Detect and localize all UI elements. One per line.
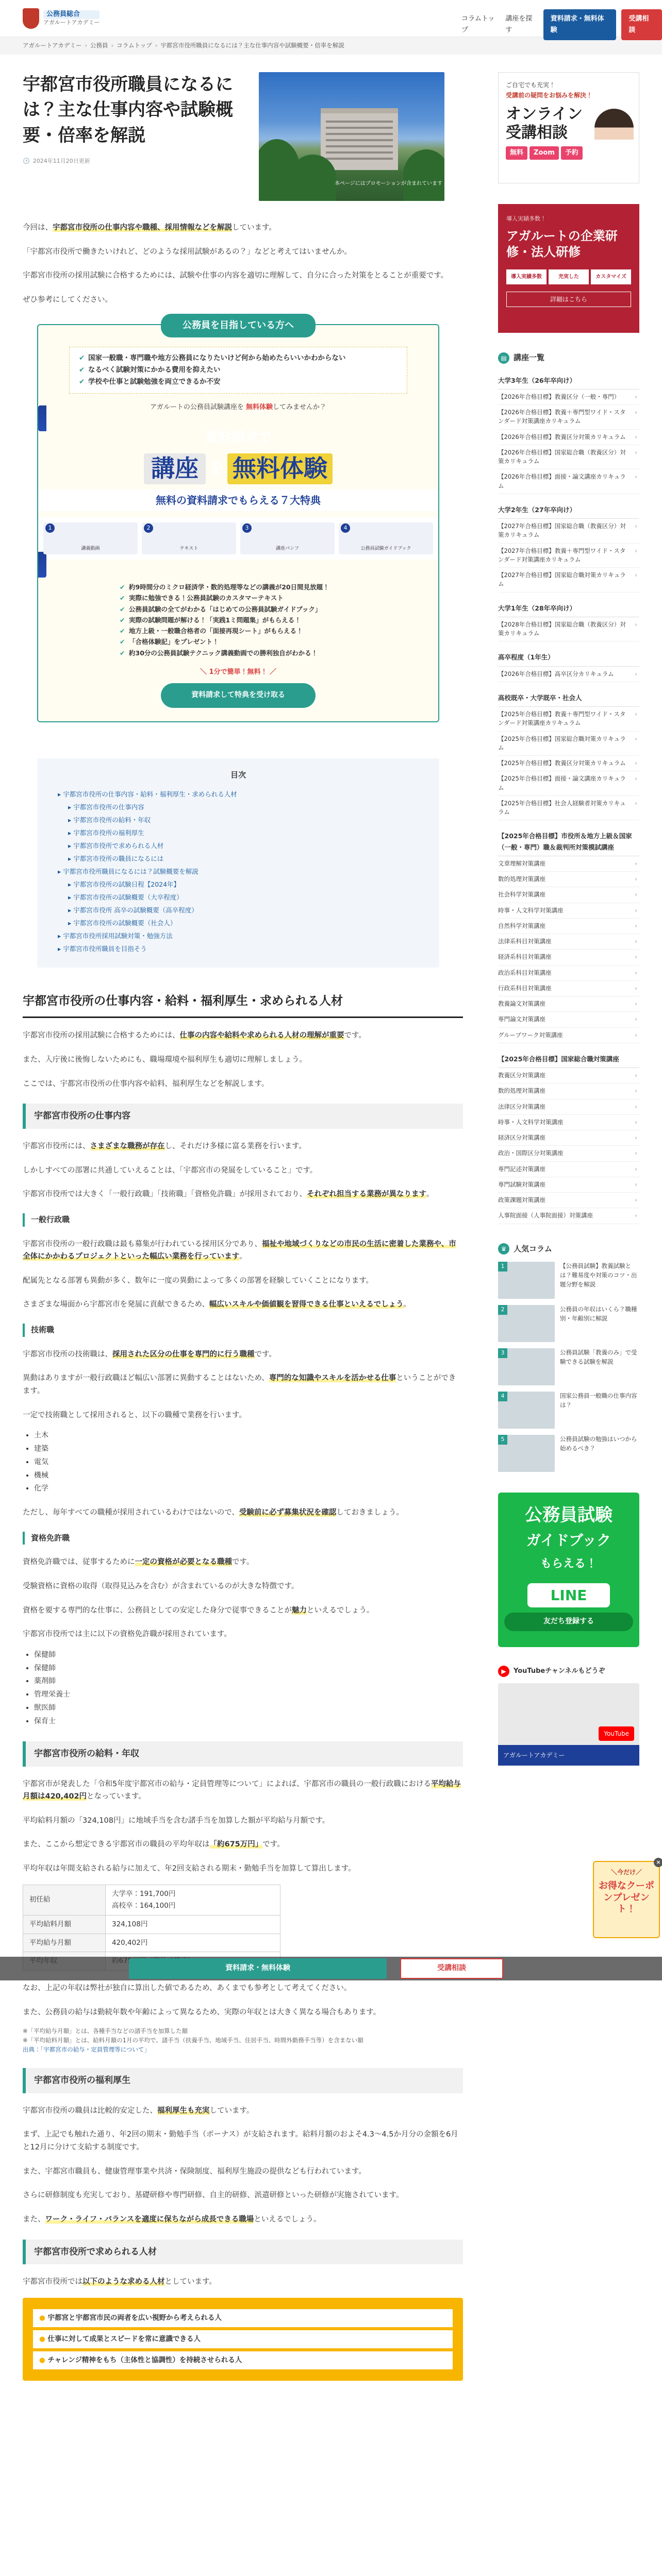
body-paragraph: さらに研修制度も充実しており、基礎研修や専門研修、自主的研修、派遣研修といった研修が実施されています。 (23, 2191, 404, 2200)
toc-item[interactable]: ▸ 宇都宮市役所の給料・年収 (58, 814, 419, 826)
list-item: • 機械 (34, 1470, 463, 1482)
toc-item[interactable]: ▸ 宇都宮市役所職員を目指そう (58, 942, 419, 955)
body-paragraph: 平均年収は年間支給される給与に加えて、年2回支給される期末・勤勉手当を加算して算出します。 (23, 1865, 356, 1873)
hero-image (259, 72, 444, 201)
body-paragraph: また、ワーク・ライフ・バランスを適度に保ちながら成長できる職場といえるでしょう。 (23, 2215, 321, 2224)
promo-check-item: ✔ なるべく試験対策にかかる費用を抑えたい (79, 364, 398, 376)
lecture-link[interactable]: 専門記述対策講座 › (498, 1162, 639, 1177)
promo-check-item: ✔ 学校や仕事と試験勉強を両立できるか不安 (79, 376, 398, 388)
date-text: 2024年11月20日更新 (32, 157, 90, 164)
category-title: 高卒程度（1年生） (498, 649, 639, 666)
ad-title: オンライン 受講相談 (506, 105, 583, 142)
lecture-link[interactable]: グループワーク対策講座 › (498, 1028, 639, 1043)
logo-main-label: 公務員総合 (43, 10, 100, 19)
lecture-link[interactable]: 時事・人文科学対策講座 › (498, 903, 639, 919)
ad-line: 導入実績多数！ (506, 215, 546, 222)
popular-column-item[interactable] (498, 1305, 639, 1342)
site-header (0, 0, 662, 37)
line-guidebook-ad[interactable] (498, 1493, 639, 1647)
ad-tag: 導入実績多数 (506, 269, 547, 284)
book-icon: ▤ (498, 352, 509, 364)
body-paragraph: また、宇都宮市職員も、健康管理事業や共済・保険制度、福利厚生施設の提供なども行われています。 (23, 2167, 366, 2176)
list-item: • 電気 (34, 1456, 463, 1469)
lecture-category-list (498, 372, 639, 1224)
intro-paragraph: 「宇都宮市役所で働きたいけれど、どのような採用試験があるの？」などと考えてはいませんか。 (23, 247, 352, 256)
table-cell: 平均給与月額 (23, 1934, 106, 1952)
body-paragraph: 宇都宮市役所では以下のような求める人材としています。 (23, 2278, 217, 2286)
body-paragraph: しかしすべての部署に共通していえることは、「宇都宮市の発展をしていること」です。 (23, 1166, 318, 1175)
footnote: ※「平均給与月額」とは、各種手当などの諸手当を加算した額 ※「平均給料月額」とは、給料月額の1月の平均で、諸手当（扶養手当、地域手当、住居手当、時間外勤務手当等）を含まない額 出典：「宇都宮市の給与・定員管理等について」 (23, 2027, 363, 2054)
youtube-thumbnail[interactable] (498, 1683, 639, 1766)
advisor-illustration (594, 109, 634, 176)
subsection-heading: 宇都宮市役所の福利厚生 (23, 2068, 463, 2093)
rank-number: 5 (498, 1435, 507, 1445)
ideal-person-item: ● チャレンジ精神をもち（主体性と協調性）を持続させられる人 (33, 2351, 453, 2369)
body-paragraph: 宇都宮市役所では大きく「一般行政職」「技術職」「資格免許職」が採用されており、それぞれ担当する業務が異なります。 (23, 1190, 434, 1199)
license-job-list (23, 1649, 463, 1728)
lecture-link[interactable]: 【2026年合格目標】教養区分（一般・専門） › (498, 389, 639, 405)
rank-number: 1 (498, 1262, 507, 1272)
lecture-list-heading: ▤ 講座一覧 (498, 351, 639, 365)
benefit-item: ✔ 「合格体験記」をプレゼント！ (120, 636, 357, 647)
column-title: 国家公務員一般職の仕事内容は？ (560, 1392, 637, 1409)
ad-tag: Zoom (529, 146, 559, 160)
lecture-link[interactable]: 【2026年合格目標】教養＋専門型ワイド・スタンダード対策講座カリキュラム › (498, 405, 639, 430)
promo-benefits (120, 582, 357, 658)
category-title: 高校既卒・大学既卒・社会人 (498, 689, 639, 707)
list-item: • 保育士 (34, 1716, 463, 1728)
benefit-item: ✔ 約30分の公務員試験テクニック講義動画での勝利独自がわかる！ (120, 648, 357, 658)
promotion-note: 本ページにはプロモーションが含まれています (335, 181, 442, 187)
table-cell: 初任給 (23, 1885, 106, 1915)
toc-item[interactable]: ▸ 宇都宮市役所の試験概要（大卒程度） (58, 891, 419, 904)
article-main (23, 72, 463, 2381)
lecture-link[interactable]: 【2026年合格目標】国家総合職（教養区分）対策カリキュラム › (498, 445, 639, 470)
lecture-category (498, 689, 639, 821)
sidebar (498, 72, 639, 2381)
promo-heading: 公務員を目指している方へ (161, 314, 316, 338)
list-item: • 薬剤師 (34, 1675, 463, 1688)
lecture-link[interactable]: 【2025年合格目標】教養＋専門型ワイド・スタンダード対策講座カリキュラム › (498, 707, 639, 732)
category-title: 【2025年合格目標】国家総合職対策講座 (498, 1050, 639, 1068)
coupon-title: お得なクーポンプレゼント！ (599, 1880, 654, 1915)
banner-wo: を (209, 460, 224, 478)
lecture-link[interactable]: 自然科学対策講座 › (498, 919, 639, 934)
lecture-category (498, 501, 639, 592)
lecture-link[interactable]: 経済系科目対策講座 › (498, 950, 639, 965)
banner-items (38, 517, 438, 560)
city-hall-building (321, 108, 398, 170)
column-title: 公務員の年収はいくら？職種別・年齢別に解説 (560, 1306, 637, 1322)
lecture-category (498, 827, 639, 1043)
corporate-training-ad[interactable] (498, 204, 639, 333)
intro-paragraph: 今回は、宇都宮市役所の仕事内容や職種、採用情報などを解説しています。 (23, 224, 276, 232)
banner-sub: 無料の資料請求でもらえる７大特典 (38, 489, 438, 511)
ad-tag: 予約 (561, 146, 583, 160)
category-title: 大学2年生（27年卒向け） (498, 501, 639, 519)
column-thumbnail (498, 1262, 555, 1299)
youtube-badge: YouTube (599, 1726, 634, 1741)
body-paragraph: 宇都宮市役所の職員は比較的安定した、福利厚生も充実しています。 (23, 2106, 254, 2115)
body-paragraph: さまざまな場面から宇都宮市を発展に貢献できるため、幅広いスキルや価値観を習得できる仕事といえるでしょう。 (23, 1300, 411, 1309)
lecture-link[interactable]: 専門試験対策講座 › (498, 1177, 639, 1193)
list-item: • 獣医師 (34, 1702, 463, 1715)
body-paragraph: 受験資格に資格の取得（取得見込みを含む）が含まれているのが大きな特徴です。 (23, 1582, 299, 1590)
popular-column-item[interactable] (498, 1392, 639, 1429)
banner-muryo: 無料体験 (227, 453, 333, 484)
ad-title: アガルートの企業研修・法人研修 (506, 228, 618, 259)
popular-column-item[interactable] (498, 1435, 639, 1472)
lecture-link[interactable]: 教養論文対策講座 › (498, 996, 639, 1012)
benefit-item: ✔ 約9時間分のミクロ経済学・数的処理等などの講義が20日間見放題！ (120, 582, 357, 592)
lecture-link[interactable]: 人事院面接（人事院面接）対策講座 › (498, 1208, 639, 1224)
lecture-link[interactable]: 【2025年合格目標】国家総合職対策カリキュラム › (498, 732, 639, 756)
ad-line: ご自宅でも充実！ (506, 81, 556, 89)
breadcrumb-separator: › (111, 42, 114, 49)
lecture-link[interactable]: 教養区分対策講座 › (498, 1068, 639, 1083)
lecture-link[interactable]: 経済区分対策講座 › (498, 1130, 639, 1146)
list-item: • 保健師 (34, 1649, 463, 1662)
column-title: 公務員試験「教養のみ」で受験できる試験を解説 (560, 1349, 637, 1365)
lecture-link[interactable]: 【2027年合格目標】教養＋専門型ワイド・スタンダード対策講座カリキュラム › (498, 544, 639, 568)
lecture-link[interactable]: 時事・人文科学対策講座 › (498, 1115, 639, 1130)
ideal-person-box (23, 2298, 463, 2381)
nav-column-link[interactable]: コラムトップ (461, 15, 495, 35)
table-cell: 420,402円 (106, 1934, 280, 1952)
toc-item[interactable]: ▸ 宇都宮市役所で求められる人材 (58, 839, 419, 852)
lecture-link[interactable]: 【2026年合格目標】面接・論文講座カリキュラム › (498, 469, 639, 494)
toc-list (58, 788, 419, 955)
promo-checklist (69, 347, 407, 394)
coupon-line: ＼今だけ／ (610, 1869, 642, 1876)
ad-title: ガイドブック (526, 1531, 611, 1549)
breadcrumb-item[interactable]: 公務員 (90, 42, 108, 49)
subsection-heading: 宇都宮市役所で求められる人材 (23, 2240, 463, 2265)
ad-line: 受講前の疑問をお悩みを解決！ (506, 92, 593, 99)
toc-item[interactable]: ▸ 宇都宮市役所の試験日程【2024年】 (58, 878, 419, 891)
free-trial-banner[interactable] (38, 405, 438, 577)
category-title: 【2025年合格目標】市役所＆地方上級＆国家（一般・専門）職＆裁判所対策模試講座 (498, 827, 639, 856)
rank-number: 4 (498, 1392, 507, 1401)
page-title: 宇都宮市役所職員になるには？主な仕事内容や試験概要・倍率を解説 (23, 74, 233, 146)
breadcrumb-item[interactable]: コラムトップ (117, 42, 152, 49)
sticky-guidance-button[interactable]: 受講相談 (400, 1958, 503, 1979)
table-row (23, 1885, 280, 1915)
lecture-category (498, 600, 639, 642)
column-thumbnail (498, 1435, 555, 1472)
lecture-link[interactable]: 数的処理対策講座 › (498, 872, 639, 887)
ad-title: もらえる！ (540, 1557, 597, 1571)
body-paragraph: また、入庁後に後悔しないためにも、職場環境や福利厚生も適切に理解しましょう。 (23, 1055, 307, 1064)
play-icon: ▶ (498, 1666, 509, 1677)
intro-paragraph: ぜひ参考にしてください。 (23, 295, 112, 304)
banner-top: 資料請求で (204, 430, 272, 446)
toc-item[interactable]: ▸ 宇都宮市役所 高卒の試験概要（高卒程度） (58, 904, 419, 917)
table-row (23, 1915, 280, 1934)
column-thumbnail (498, 1348, 555, 1385)
promo-lead: アガルートの公務員試験講座を 無料体験してみませんか？ (150, 403, 327, 411)
ad-tag: 無料 (506, 146, 527, 160)
body-paragraph: 宇都宮市役所の採用試験に合格するためには、仕事の内容や給料や求められる人材の理解が重要です。 (23, 1031, 366, 1040)
body-paragraph: ただし、毎年すべての職種が採用されているわけではないので、受験前に必ず募集状況を確認しておきましょう。 (23, 1509, 404, 1517)
list-item: • 化学 (34, 1483, 463, 1495)
tech-job-list (23, 1430, 463, 1495)
sticky-request-button[interactable]: 資料請求・無料体験 (129, 1958, 387, 1979)
body-paragraph: 一定で技術職として採用されると、以下の職種で業務を行います。 (23, 1411, 246, 1419)
banner-item: 1 講義動画 (43, 522, 138, 554)
popular-column-item[interactable] (498, 1348, 639, 1385)
breadcrumb-current: 宇都宮市役所職員になるには？主な仕事内容や試験概要・倍率を解説 (160, 42, 344, 49)
body-paragraph: 資格免許職では、従事するために一定の資格が必要となる職種です。 (23, 1558, 254, 1567)
body-paragraph: ここでは、宇都宮市役所の仕事内容や給料、福利厚生などを解説します。 (23, 1079, 269, 1088)
ideal-person-item: ● 宇都宮と宇都宮市民の両者を広い視野から考えられる人 (33, 2309, 453, 2327)
ad-detail-link: 詳細はこちら (506, 292, 631, 307)
body-paragraph: 宇都宮市役所では主に以下の資格免許職が採用されています。 (23, 1630, 231, 1639)
tree-shape (403, 149, 444, 201)
toc-item[interactable]: ▸ 宇都宮市役所採用試験対策・勉強方法 (58, 929, 419, 942)
toc-item[interactable]: ▸ 宇都宮市役所職員になるには？試験概要を解説 (58, 865, 419, 878)
benefit-item: ✔ 実際に勉強できる！公務員試験のカスタマーテキスト (120, 592, 357, 603)
table-of-contents (37, 758, 439, 968)
coupon-popup[interactable] (593, 1861, 660, 1938)
body-paragraph: まず、上記でも触れた通り、年2回の期末・勤勉手当（ボーナス）が支給されます。給料月額のおよそ4.3〜4.5か月分の金額を6月と12月に分けて支給する制度です。 (23, 2130, 458, 2152)
category-title: 大学3年生（26年卒向け） (498, 372, 639, 389)
youtube-section (498, 1666, 639, 1766)
popular-column-list (498, 1262, 639, 1472)
toc-item[interactable]: ▸ 宇都宮市役所の仕事内容 (58, 801, 419, 814)
section-heading: 宇都宮市役所の仕事内容・給料・福利厚生・求められる人材 (23, 991, 463, 1018)
table-cell: 324,108円 (106, 1915, 280, 1934)
rank-number: 2 (498, 1305, 507, 1315)
toc-item[interactable]: ▸ 宇都宮市役所の試験概要（社会人） (58, 917, 419, 929)
youtube-channel-bar: アガルートアカデミー (498, 1745, 639, 1766)
list-item: • 管理栄養士 (34, 1689, 463, 1701)
body-paragraph: 宇都宮市役所の技術職は、採用された区分の仕事を専門的に行う職種です。 (23, 1350, 276, 1359)
lecture-link[interactable]: 法律区分対策講座 › (498, 1099, 639, 1115)
table-cell: 平均給料月額 (23, 1915, 106, 1934)
body-paragraph: 平均給料月額の「324,108円」に地域手当を含む諸手当を加算した額が平均給与月額です。 (23, 1816, 330, 1825)
lecture-link[interactable]: 【2027年合格目標】国家総合職対策カリキュラム › (498, 568, 639, 592)
body-paragraph: 宇都宮市役所の一般行政職は最も募集が行われている採用区分であり、福祉や地域づくりなどの市民の生活に密着した業務や、市全体にかかわるプロジェクトといった幅広い業務を行っています。 (23, 1240, 456, 1261)
list-item: • 建築 (34, 1443, 463, 1455)
breadcrumb-separator: › (85, 42, 88, 49)
benefit-item: ✔ 公務員試験の全てがわかる「はじめての公務員試験ガイドブック」 (120, 604, 357, 615)
banner-item: 4 公務員試験ガイドブック (339, 522, 433, 554)
breadcrumb-separator: › (155, 42, 158, 49)
lecture-link[interactable]: 【2026年合格目標】教養区分対策カリキュラム › (498, 430, 639, 445)
line-add-friend-button: 友だち登録する (504, 1613, 633, 1631)
lecture-link[interactable]: 【2028年合格目標】国家総合職（教養区分）対策カリキュラム › (498, 617, 639, 642)
logo-mark-icon (23, 8, 39, 29)
intro-paragraph: 宇都宮市役所の採用試験に合格するためには、試験や仕事の内容を適切に理解して、自分に合った対策をとることが重要です。 (23, 272, 449, 280)
article-date (23, 157, 250, 166)
body-paragraph: 宇都宮市役所には、さまざまな職務が存在し、それだけ多様に富る業務を行います。 (23, 1142, 306, 1151)
body-paragraph: 資格を要する専門的な仕事に、公務員としての安定した身分で従事できることが魅力といえるでしょう。 (23, 1606, 374, 1615)
lecture-link[interactable]: 政治系科目対策講座 › (498, 965, 639, 981)
minor-heading: 一般行政職 (23, 1213, 463, 1227)
subsection-heading: 宇都宮市役所の仕事内容 (23, 1104, 463, 1129)
popular-column-item[interactable] (498, 1262, 639, 1299)
body-paragraph: 配属先となる部署も異動が多く、数年に一度の異動によって多くの部署を経験していくことになります。 (23, 1276, 374, 1285)
ad-tag: 充実した (549, 269, 589, 284)
lecture-link[interactable]: 社会科学対策講座 › (498, 887, 639, 903)
toc-item[interactable]: ▸ 宇都宮市役所の仕事内容・給料・福利厚生・求められる人材 (58, 788, 419, 801)
lecture-link[interactable]: 【2025年合格目標】面接・論文講座カリキュラム › (498, 771, 639, 796)
minor-heading: 資格免許職 (23, 1532, 463, 1545)
benefit-item: ✔ 実際の試験問題が解ける！「実践1ミ問題集」がもらえる！ (120, 615, 357, 625)
banner-item: 3 講座パンフ (240, 522, 335, 554)
banner-item: 2 テキスト (142, 522, 236, 554)
lecture-link[interactable]: 【2025年合格目標】社会人経験者対策カリキュラム › (498, 796, 639, 821)
lecture-link[interactable]: 【2027年合格目標】国家総合職（教養区分）対策カリキュラム › (498, 519, 639, 544)
lecture-link[interactable]: 法律系科目対策講座 › (498, 934, 639, 950)
logo-sub-label: アガルートアカデミー (43, 19, 100, 26)
cta-note: ＼ 1分で簡単！無料！ ／ (200, 668, 277, 676)
list-item: • 土木 (34, 1430, 463, 1442)
breadcrumb-item[interactable]: アガルートアカデミー (23, 42, 82, 49)
lecture-link[interactable]: 政策課題対策講座 › (498, 1193, 639, 1208)
promo-box (37, 319, 439, 722)
lecture-link[interactable]: 政治・国際区分対策講座 › (498, 1146, 639, 1161)
body-paragraph: 宇都宮市が発表した「令和5年度宇都宮市の給与・定員管理等について」によれば、宇都宮市の職員の一般行政職における平均給与月額は420,402円となっています。 (23, 1780, 461, 1801)
column-title: 公務員試験の勉強はいつから始めるべき？ (560, 1435, 637, 1452)
lecture-link[interactable]: 【2025年合格目標】教養区分対策カリキュラム › (498, 756, 639, 771)
source-link[interactable]: 出典：「宇都宮市の給与・定員管理等について」 (23, 2046, 151, 2054)
subsection-heading: 宇都宮市役所の給料・年収 (23, 1741, 463, 1767)
table-row (23, 1934, 280, 1952)
table-cell: 大学卒：191,700円 高校卒：164,100円 (106, 1885, 280, 1915)
youtube-heading: ▶ YouTubeチャンネルもどうぞ (498, 1666, 639, 1677)
line-logo-icon: LINE (527, 1583, 610, 1608)
lecture-link[interactable]: 数的処理対策講座 › (498, 1083, 639, 1099)
lecture-category (498, 649, 639, 682)
category-title: 大学1年生（28年卒向け） (498, 600, 639, 617)
column-title: 【公務員試験】教養試験とは？難易度や対策のコツ・出題分野を解説 (560, 1262, 637, 1288)
clock-icon: 🕒 (23, 157, 30, 164)
minor-heading: 技術職 (23, 1324, 463, 1337)
column-thumbnail (498, 1392, 555, 1429)
site-logo[interactable] (23, 8, 100, 29)
request-cta-button[interactable]: 資料請求して特典を受け取る (161, 683, 316, 708)
list-item: • 保健師 (34, 1663, 463, 1675)
lecture-category (498, 372, 639, 494)
lecture-link[interactable]: 専門論文対策講座 › (498, 1012, 639, 1027)
nav-search-link[interactable]: 講座を探す (505, 15, 533, 35)
ad-tags (506, 269, 631, 284)
body-paragraph: また、公務員の給与は勤続年数や年齢によって異なるため、実際の年収とは大きく異なる場合もあります。 (23, 2008, 381, 2017)
body-paragraph: 異動はありますが一般行政職ほど幅広い部署に異動することはないため、専門的な知識やスキルを活かせる仕事ということができます。 (23, 1374, 456, 1395)
nav-request-button[interactable]: 資料請求・無料体験 (543, 9, 617, 40)
toc-item[interactable]: ▸ 宇都宮市役所の福利厚生 (58, 826, 419, 839)
body-paragraph: なお、上記の年収は弊社が独自に算出した値であるため、あくまでも参考として考えてください。 (23, 1984, 352, 1993)
logo-text (43, 10, 100, 26)
popular-column-heading: ♛ 人気コラム (498, 1243, 639, 1256)
column-thumbnail (498, 1305, 555, 1342)
lecture-link[interactable]: 文章理解対策講座 › (498, 856, 639, 872)
nav-guidance-button[interactable]: 受講相談 (621, 9, 662, 40)
body-paragraph: また、ここから想定できる宇都宮市の職員の平均年収は「約675万円」です。 (23, 1840, 285, 1849)
tree-shape (290, 155, 336, 201)
toc-title: 目次 (230, 770, 246, 779)
banner-main (38, 453, 438, 484)
header-nav (461, 9, 662, 40)
sticky-cta-bar (0, 1957, 662, 1980)
rank-number: 3 (498, 1348, 507, 1358)
lecture-link[interactable]: 行政系科目対策講座 › (498, 981, 639, 996)
online-guidance-ad[interactable] (498, 72, 639, 183)
ad-tag: カスタマイズ (591, 269, 631, 284)
lecture-link[interactable]: 【2026年合格目標】高卒区分カリキュラム › (498, 667, 639, 682)
toc-item[interactable]: ▸ 宇都宮市役所の職員になるには (58, 852, 419, 865)
close-icon[interactable]: × (654, 1858, 662, 1867)
ideal-person-item: ● 仕事に対して成果とスピードを常に意識できる人 (33, 2330, 453, 2348)
crown-icon: ♛ (498, 1243, 509, 1255)
benefit-item: ✔ 地方上級・一般職合格者の「面接再現シート」がもらえる！ (120, 625, 357, 636)
lecture-category (498, 1050, 639, 1224)
ad-title: 公務員試験 (525, 1505, 613, 1526)
promo-check-item: ✔ 国家一般職・専門職や地方公務員になりたいけど何から始めたらいいかわからない (79, 352, 398, 364)
banner-koza: 講座 (144, 453, 206, 484)
